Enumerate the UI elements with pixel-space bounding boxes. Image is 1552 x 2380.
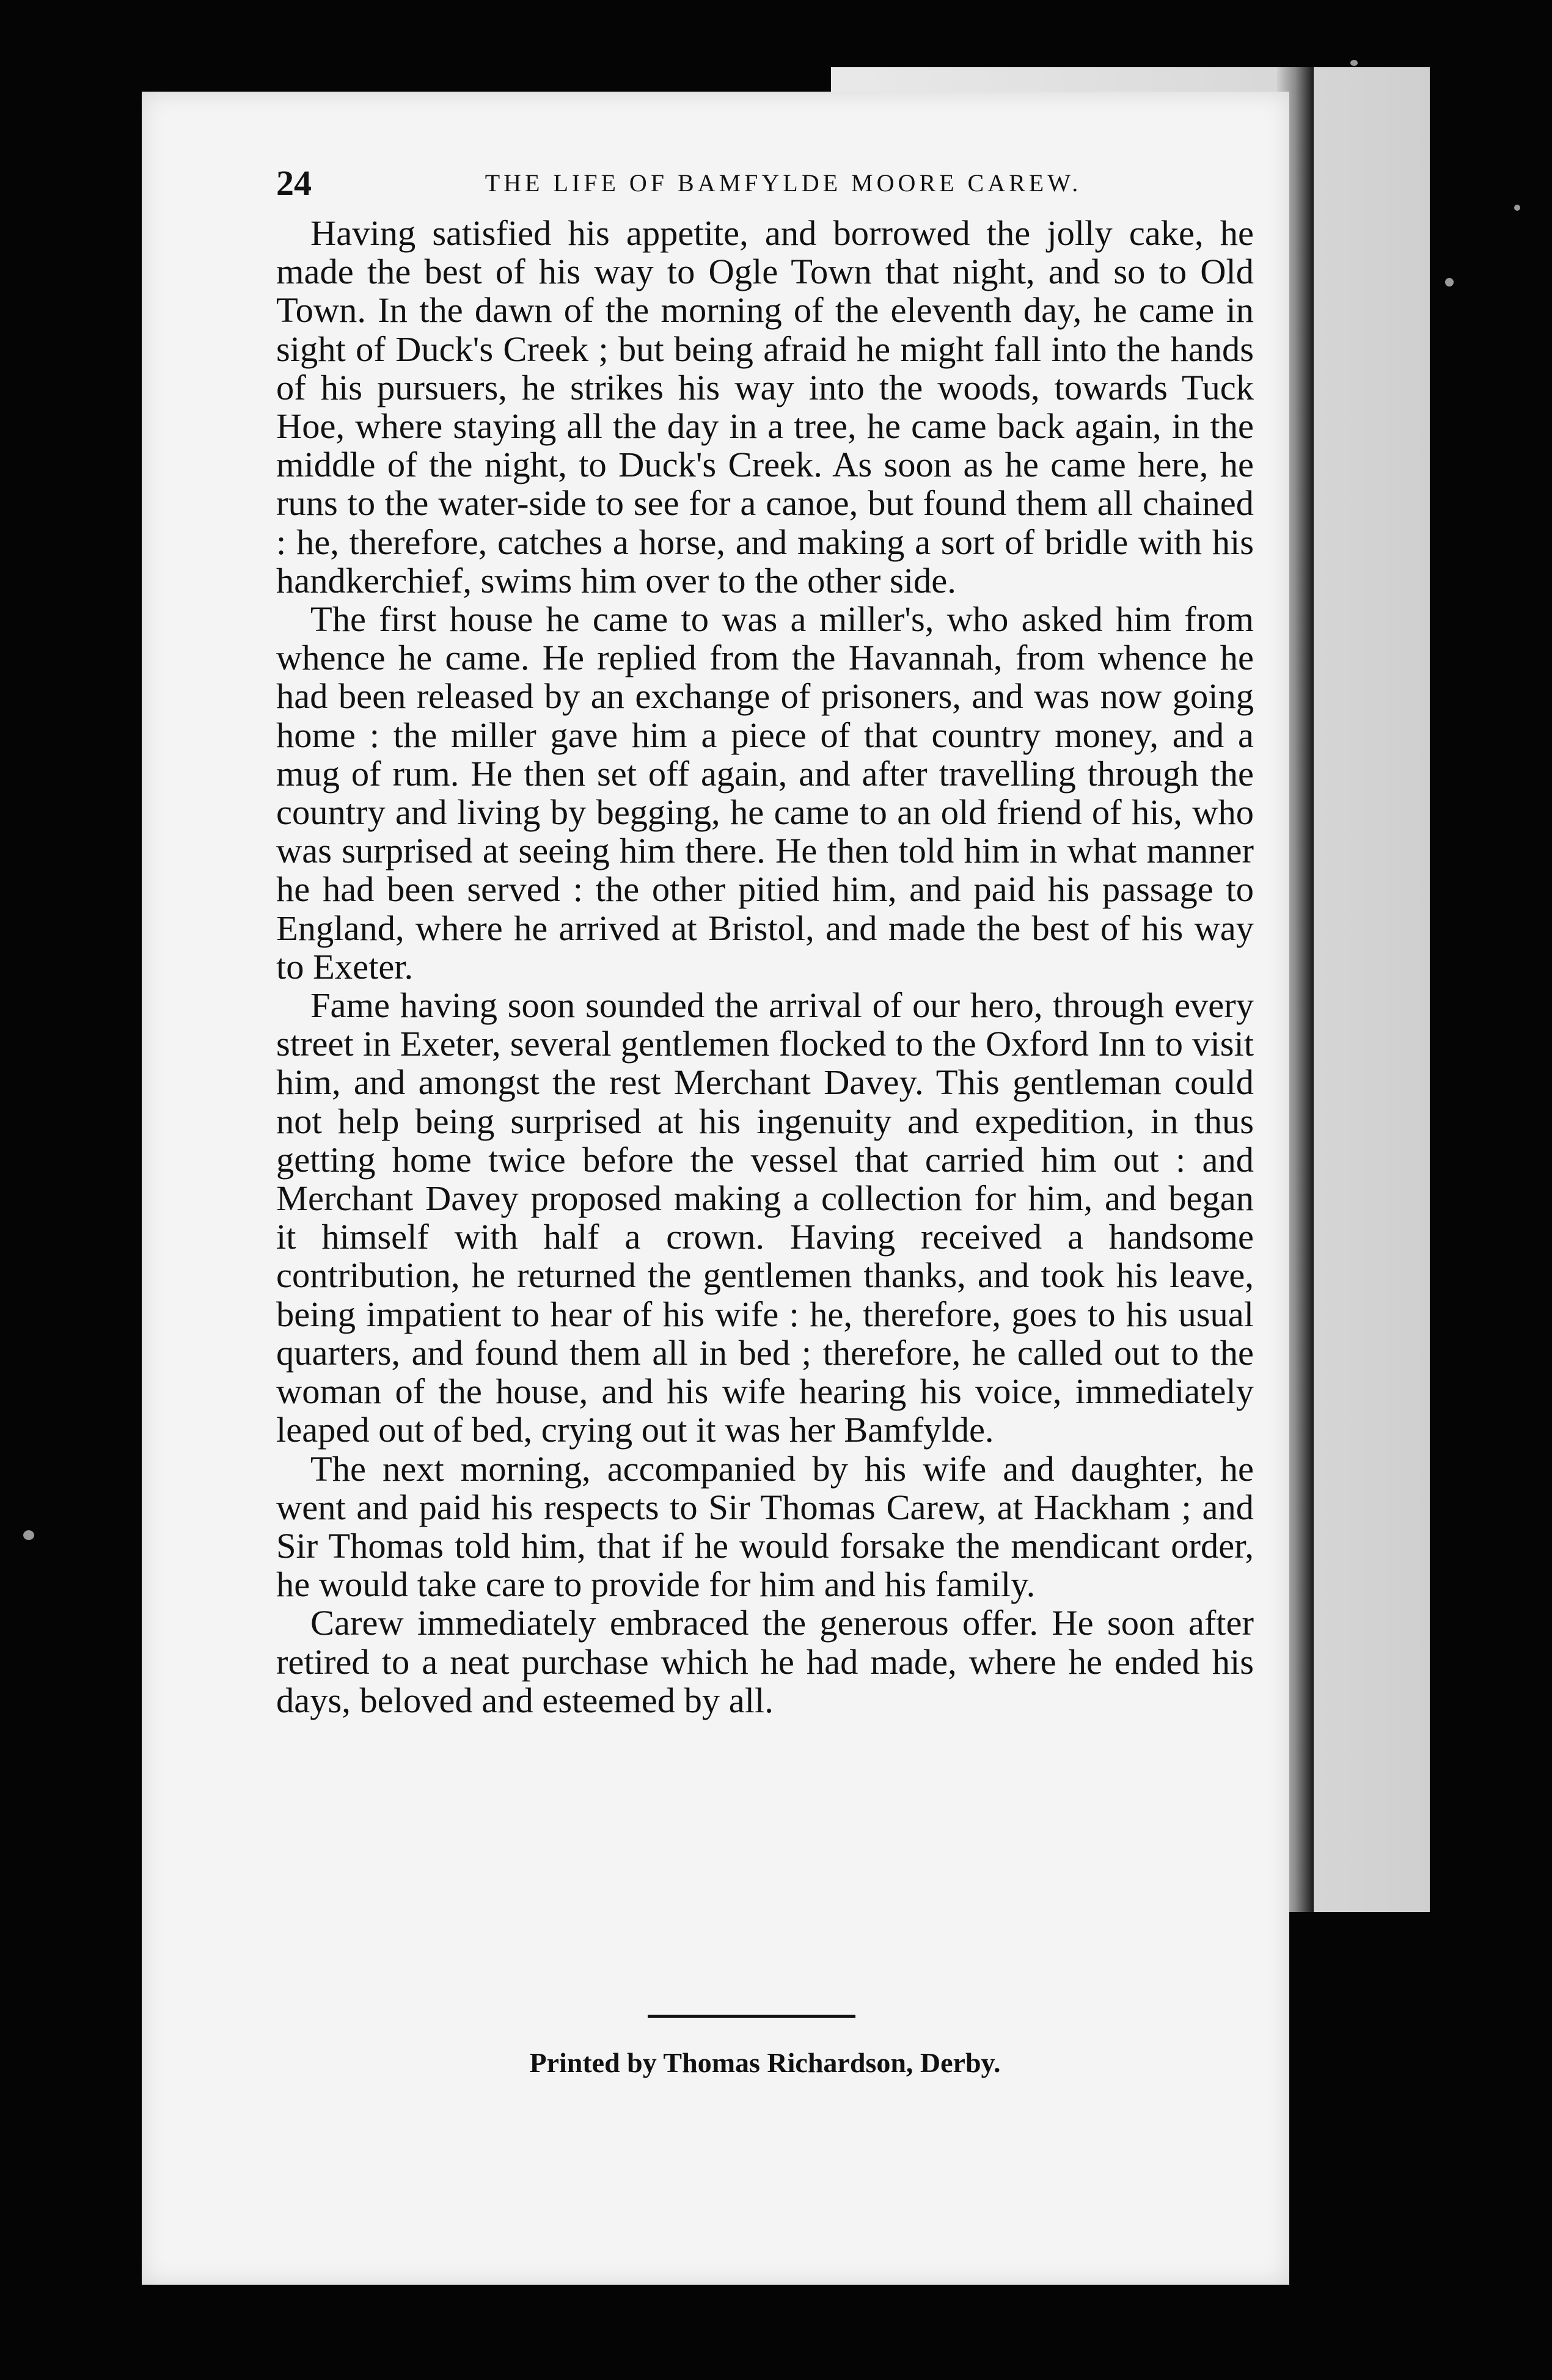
paragraph-2: The first house he came to was a miller's, who asked him from whence he came. He replied from the Havannah, from whence he had been released by an exchange of prisoners, and was now going home : the miller gave him a piece of that country money, and a mug of rum. He then set off again, and after travelling through the country and living by begging, he came to an old friend of his, who was surprised at seeing him there. He then told him in what manner he had been served : the other pitied him, and paid his passage to England, where he arrived at Bristol, and made the best of his way to Exeter.: [276, 599, 1254, 987]
scan-speck: [1445, 278, 1454, 287]
scan-speck: [23, 1530, 34, 1540]
paragraph-1: Having satisfied his appetite, and borrowed the jolly cake, he made the best of his way to Ogle Town that night, and so to Old Town. In the dawn of the morning of the eleventh day, he came in sight of Duck's Creek ; but being afraid he might fall into the hands of his pursuers, he strikes his way into the woods, towards Tuck Hoe, where staying all the day in a tree, he came back again, in the middle of the night, to Duck's Creek. As soon as he came here, he runs to the water-side to see for a canoe, but found them all chained : he, therefore, catches a horse, and making a sort of bridle with his handkerchief, swims him over to the other side.: [276, 213, 1254, 600]
scan-speck: [1350, 60, 1358, 66]
paragraph-4: The next morning, accompanied by his wife and daughter, he went and paid his respects to Sir Thomas Carew, at Hackham ; and Sir Thomas told him, that if he would forsake the mendicant order, he would take care to provide for him and his family.: [276, 1448, 1254, 1605]
body-text: [276, 214, 1254, 1720]
paragraph-3: Fame having soon sounded the arrival of our hero, through every street in Exeter, several gentlemen flocked to the Oxford Inn to visit him, and amongst the rest Merchant Davey. This gentleman could not help being surprised at his ingenuity and expedition, in thus getting home twice before the vessel that carried him out : and Merchant Davey proposed making a collection for him, and began it himself with half a crown. Having received a handsome contribution, he returned the gentlemen thanks, and took his leave, being impatient to hear of his wife : he, therefore, goes to his usual quarters, and found them all in bed ; therefore, he called out to the woman of the house, and his wife hearing his voice, immediately leaped out of bed, crying out it was her Bamfylde.: [276, 985, 1254, 1450]
scan-speck: [1514, 205, 1520, 211]
end-rule: [648, 2015, 855, 2018]
running-head: [276, 159, 1217, 208]
page-number: 24: [276, 163, 312, 203]
paragraph-5: Carew immediately embraced the generous offer. He soon after retired to a neat purchase which he had made, where he ended his days, beloved and esteemed by all.: [276, 1603, 1254, 1720]
printer-imprint: Printed by Thomas Richardson, Derby.: [529, 2047, 1001, 2078]
book-page: [142, 92, 1289, 2285]
running-title: THE LIFE OF BAMFYLDE MOORE CAREW.: [485, 169, 1082, 197]
